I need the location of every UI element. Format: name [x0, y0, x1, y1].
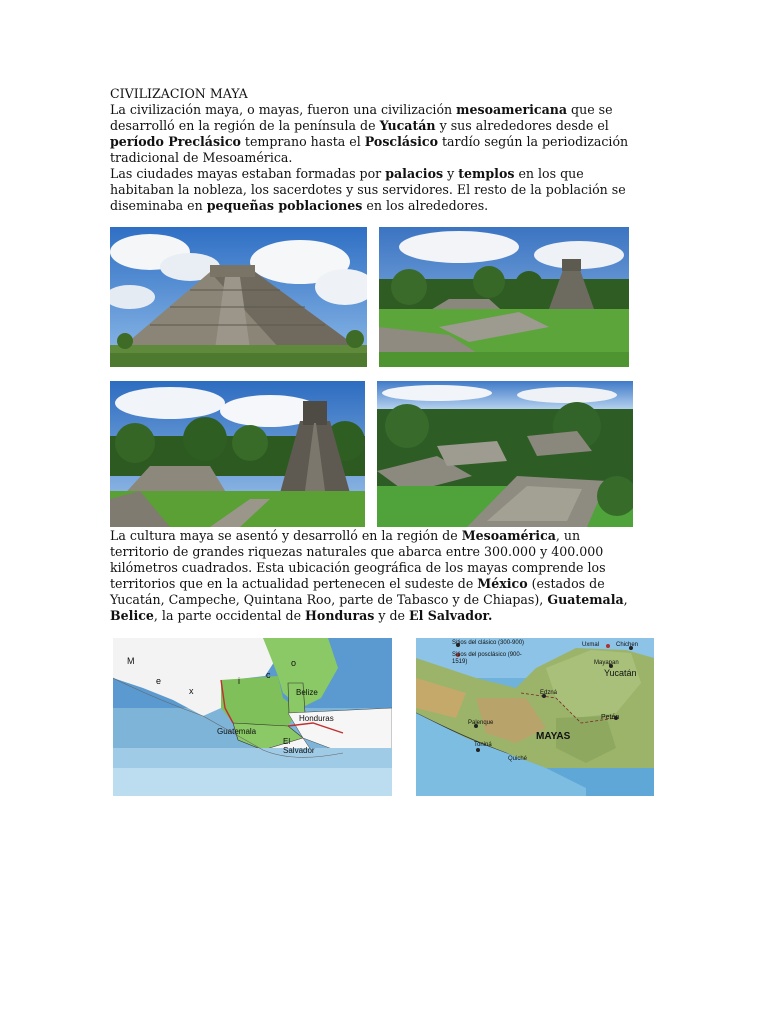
text-run: , la parte occidental de	[153, 608, 306, 623]
text-run: tardío según la periodización tradicional de Mesoamérica.	[110, 134, 629, 165]
text-run: (estados de Yucatán, Campeche, Quintana Roo, parte de Tabasco y de Chiapas),	[110, 576, 605, 607]
intro-paragraph-2	[110, 166, 640, 214]
map-label-honduras: Honduras	[299, 714, 334, 723]
text-run: y de	[374, 608, 409, 623]
intro-paragraph-1	[110, 102, 640, 166]
text-run: Las ciudades mayas estaban formadas por	[110, 166, 386, 181]
text-run: La cultura maya se asentó y desarrolló en la región de	[110, 528, 462, 543]
map2-label-mayas: MAYAS	[536, 731, 571, 742]
map2-site-tonina: Toniná	[474, 742, 492, 748]
text-run: , un territorio de grandes riquezas naturales que abarca entre 300.000 y 400.000 kilómetros cuadrados. Esta ubicación geográfica de los mayas comprende los territorios que en la actualidad pertenecen el sudeste de	[110, 528, 606, 591]
map-maya-region-political	[113, 638, 392, 796]
text-run: que se desarrolló en la región de la península de	[110, 102, 613, 133]
bold-term: Yucatán	[379, 118, 436, 133]
bold-term: Posclásico	[364, 134, 438, 149]
map2-label-yucatan: Yucatán	[604, 668, 637, 678]
map2-site-edzna: Edzná	[540, 690, 558, 696]
geography-section	[110, 528, 640, 624]
bold-term: templos	[458, 166, 515, 181]
page-title: CIVILIZACION MAYA	[110, 86, 248, 101]
bold-term: palacios	[385, 166, 444, 181]
map-label-x: x	[189, 686, 194, 696]
map-label-el-salvador: El Salvador	[283, 737, 315, 755]
map-label-o: o	[291, 658, 297, 668]
map-label-i: i	[238, 676, 240, 686]
bold-term: Mesoamérica	[461, 528, 556, 543]
bold-term: período Preclásico	[110, 134, 241, 149]
text-run: temprano hasta el	[240, 134, 365, 149]
map-maya-sites	[416, 638, 654, 796]
photo-palenque-aerial	[377, 381, 633, 527]
bold-term: mesoamericana	[456, 102, 568, 117]
bold-term: México	[477, 576, 528, 591]
map-label-guatemala: Guatemala	[217, 727, 257, 736]
map2-label-peten: Petén	[601, 714, 620, 721]
map2-site-chichen: Chichen	[616, 642, 639, 648]
text-run: en los que habitaban la nobleza, los sacerdotes y sus servidores. El resto de la población se diseminaba en	[110, 166, 626, 213]
intro-section	[110, 86, 640, 214]
map2-site-quiche: Quiché	[508, 756, 528, 762]
map2-legend-postclassic: Sitios del posclásico (900-1519)	[452, 652, 522, 665]
bold-term: pequeñas poblaciones	[206, 198, 363, 213]
geography-paragraph	[110, 528, 640, 624]
map-label-m: M	[127, 656, 135, 666]
bold-term: Belice	[110, 608, 154, 623]
photo-tikal-plaza	[379, 227, 629, 367]
text-run: ,	[623, 592, 628, 607]
text-run: en los alrededores.	[362, 198, 489, 213]
map-label-belize: Belize	[296, 688, 318, 697]
bold-term: Honduras	[305, 608, 375, 623]
map-label-c: c	[266, 670, 271, 680]
map2-legend-classic: Sitios del clásico (300-900)	[452, 640, 525, 646]
bold-term: El Salvador.	[408, 608, 493, 623]
text-run: y sus alrededores desde el	[435, 118, 609, 133]
map2-site-palenque: Palenque	[468, 720, 494, 726]
photo-chichen-itza-pyramid	[110, 227, 367, 367]
photo-tikal-temple	[110, 381, 365, 527]
map2-site-mayapan: Mayapan	[594, 660, 619, 666]
bold-term: Guatemala	[547, 592, 624, 607]
map-label-e: e	[156, 676, 162, 686]
text-run: y	[443, 166, 459, 181]
text-run: La civilización maya, o mayas, fueron una civilización	[110, 102, 457, 117]
map2-site-uxmal: Uxmal	[582, 642, 600, 648]
